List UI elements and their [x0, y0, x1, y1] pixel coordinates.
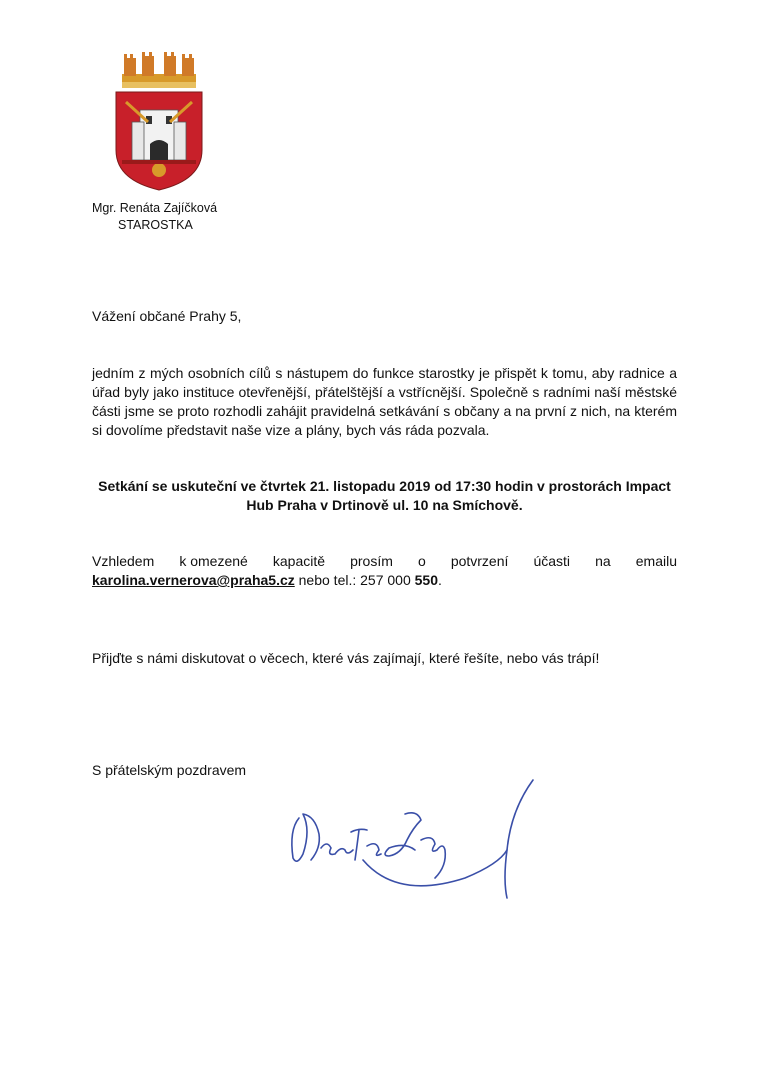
signature-icon — [285, 770, 545, 900]
sender-block — [92, 200, 217, 234]
contact-word: emailu — [635, 553, 677, 569]
invitation-text: Přijďte s námi diskutovat o věcech, které vás zajímají, které řešíte, nebo vás trápí! — [92, 650, 600, 666]
closing-text: S přátelským pozdravem — [92, 762, 247, 778]
contact-phone-ext: 550 — [414, 572, 438, 588]
contact-word: na — [595, 553, 611, 569]
contact-line — [92, 552, 677, 571]
contact-suffix: . — [437, 572, 442, 588]
contact-word: o — [417, 553, 426, 569]
contact-phone-prefix: nebo tel.: 257 000 — [294, 572, 415, 588]
meeting-announcement: Setkání se uskuteční ve čtvrtek 21. listopadu 2019 od 17:30 hodin v prostorách Impact Hub Praha v Drtinově ul. 10 na Smíchově. — [98, 478, 671, 513]
contact-word: potvrzení — [450, 553, 509, 569]
sender-title: STAROSTKA — [118, 218, 193, 232]
sender-name: Mgr. Renáta Zajíčková — [92, 201, 218, 215]
contact-line-2 — [92, 571, 677, 590]
body-paragraph: jedním z mých osobních cílů s nástupem do funkce starostky je přispět k tomu, aby radnice a úřad byly jako instituce otevřenější, přátelštější a vstřícnější. Společně s radními naší městské části jsme se proto rozhodli zahájit pravidelná setkávání s občany a na první z nich, na kterém si dovolíme představit naše vize a plány, bych vás ráda pozvala. — [92, 365, 677, 438]
contact-word: prosím — [350, 553, 393, 569]
contact-email-link[interactable]: karolina.vernerova@praha5.cz — [92, 572, 295, 588]
salutation: Vážení občané Prahy 5, — [92, 308, 242, 324]
contact-paragraph — [92, 552, 677, 590]
contact-word: kapacitě — [272, 553, 326, 569]
contact-word: účasti — [533, 553, 571, 569]
contact-word: Vzhledem — [92, 553, 155, 569]
contact-word: k omezené — [179, 553, 248, 569]
coat-of-arms-icon — [112, 52, 206, 192]
